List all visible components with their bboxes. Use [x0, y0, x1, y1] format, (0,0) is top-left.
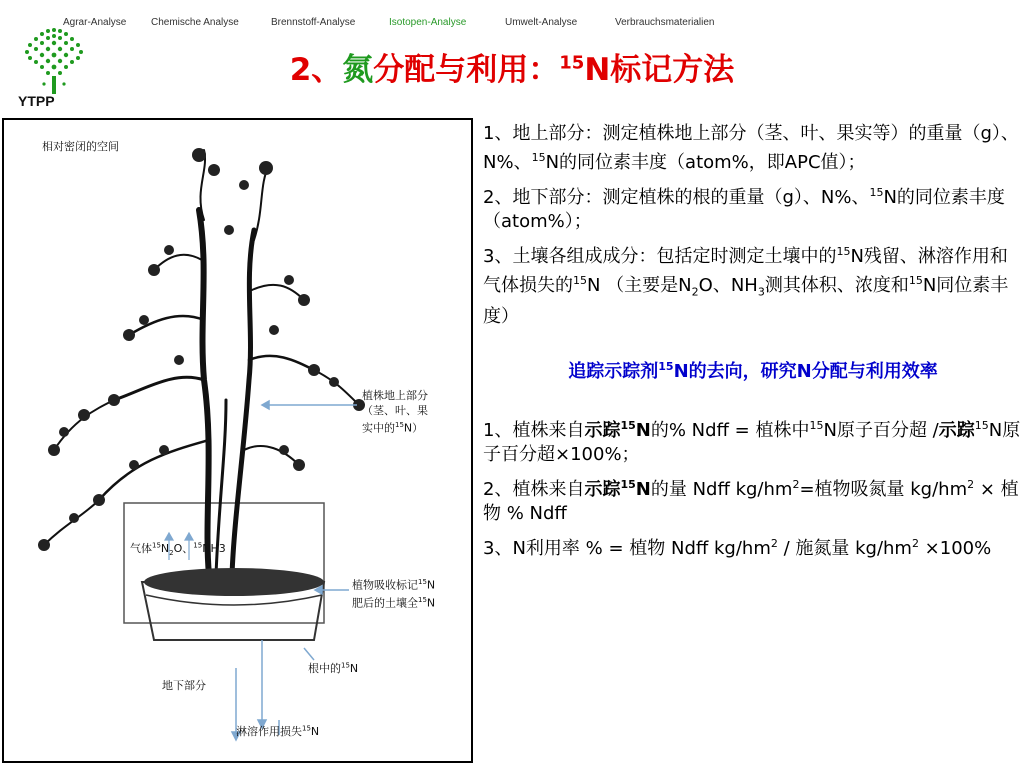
- title-middle: 分配与利用：: [373, 52, 560, 88]
- label-underground: 地下部分: [162, 679, 206, 692]
- label-soil: [352, 575, 435, 610]
- label-aboveground-line3: 实中的$^{15}$N）: [362, 421, 424, 435]
- label-aboveground-line2: （茎、叶、果: [362, 404, 428, 417]
- nav-item-verbrauchsmaterialien[interactable]: Verbrauchsmaterialien: [615, 17, 715, 28]
- label-leaching: 淋溶作用损失$^{15}$N: [236, 724, 320, 738]
- slide-title: [0, 44, 1024, 89]
- formula-n-utilization: 3、N利用率 % = 植物 Ndff $kg/hm^2$ / 施氮量 $kg/hm^2 \times 100\%$: [483, 536, 992, 559]
- title-suffix: 标记方法: [610, 52, 735, 88]
- label-root: 根中的$^{15}$N: [308, 661, 359, 675]
- bonsai-diagram: [2, 118, 473, 763]
- title-prefix: 2、: [289, 52, 343, 88]
- content-panel: [483, 122, 1023, 561]
- nav-item-agrar[interactable]: Agrar-Analyse: [63, 17, 127, 28]
- label-aboveground: [362, 388, 428, 436]
- label-aboveground-line1: 植株地上部分: [362, 389, 428, 402]
- title-sup: 15: [559, 52, 585, 74]
- label-soil-line2: 肥后的土壤全$^{15}$N: [352, 595, 436, 610]
- formula-ndff-percent: 1、植株来自示踪$^{15}$N的% Ndff = 植株中$^{15}$N原子百分超 /示踪$^{15}$N原子百分超×100%；: [483, 418, 1021, 465]
- para-aboveground: 1、地上部分：测定植株地上部分（茎、叶、果实等）的重量（g）、N%、$^{15}$N的同位素丰度（atom%，即APC值）；: [483, 123, 1019, 173]
- nav-item-chemische[interactable]: Chemische Analyse: [151, 17, 239, 28]
- nav-item-umwelt[interactable]: Umwelt-Analyse: [505, 17, 578, 28]
- title-highlight: 氮: [342, 52, 374, 88]
- nav-item-isotopen[interactable]: Isotopen-Analyse: [389, 17, 467, 28]
- para-soil: 3、土壤各组成成分：包括定时测定土壤中的$^{15}$N残留、淋溶作用和气体损失的$^{15}$N （主要是$N_2O$、$NH_3$测其体积、浓度和$^{15}$N同位素丰度）: [483, 245, 1009, 327]
- bonsai-drawing: [4, 120, 471, 761]
- label-gas: 气体$^{15}N_2O$、$^{15}$NH3: [130, 541, 226, 558]
- logo-text: YTPP: [18, 93, 55, 106]
- highlight-statement: 追踪示踪剂$^{15}$N的去向，研究N分配与利用效率: [568, 359, 938, 382]
- formula-ndff-amount: 2、植株来自示踪$^{15}$N的量 Ndff $kg/hm^2=$植物吸氮量 $kg/hm^2$ × 植物 % Ndff: [483, 477, 1019, 524]
- label-closed-space: 相对密闭的空间: [42, 140, 119, 153]
- nav-item-brennstoff[interactable]: Brennstoff-Analyse: [271, 17, 356, 28]
- label-soil-line1: 植物吸收标记$^{15}$N: [352, 578, 436, 592]
- title-n: N: [584, 52, 611, 88]
- para-underground: 2、地下部分：测定植株的根的重量（g）、N%、$^{15}$N的同位素丰度（atom%）；: [483, 186, 1005, 232]
